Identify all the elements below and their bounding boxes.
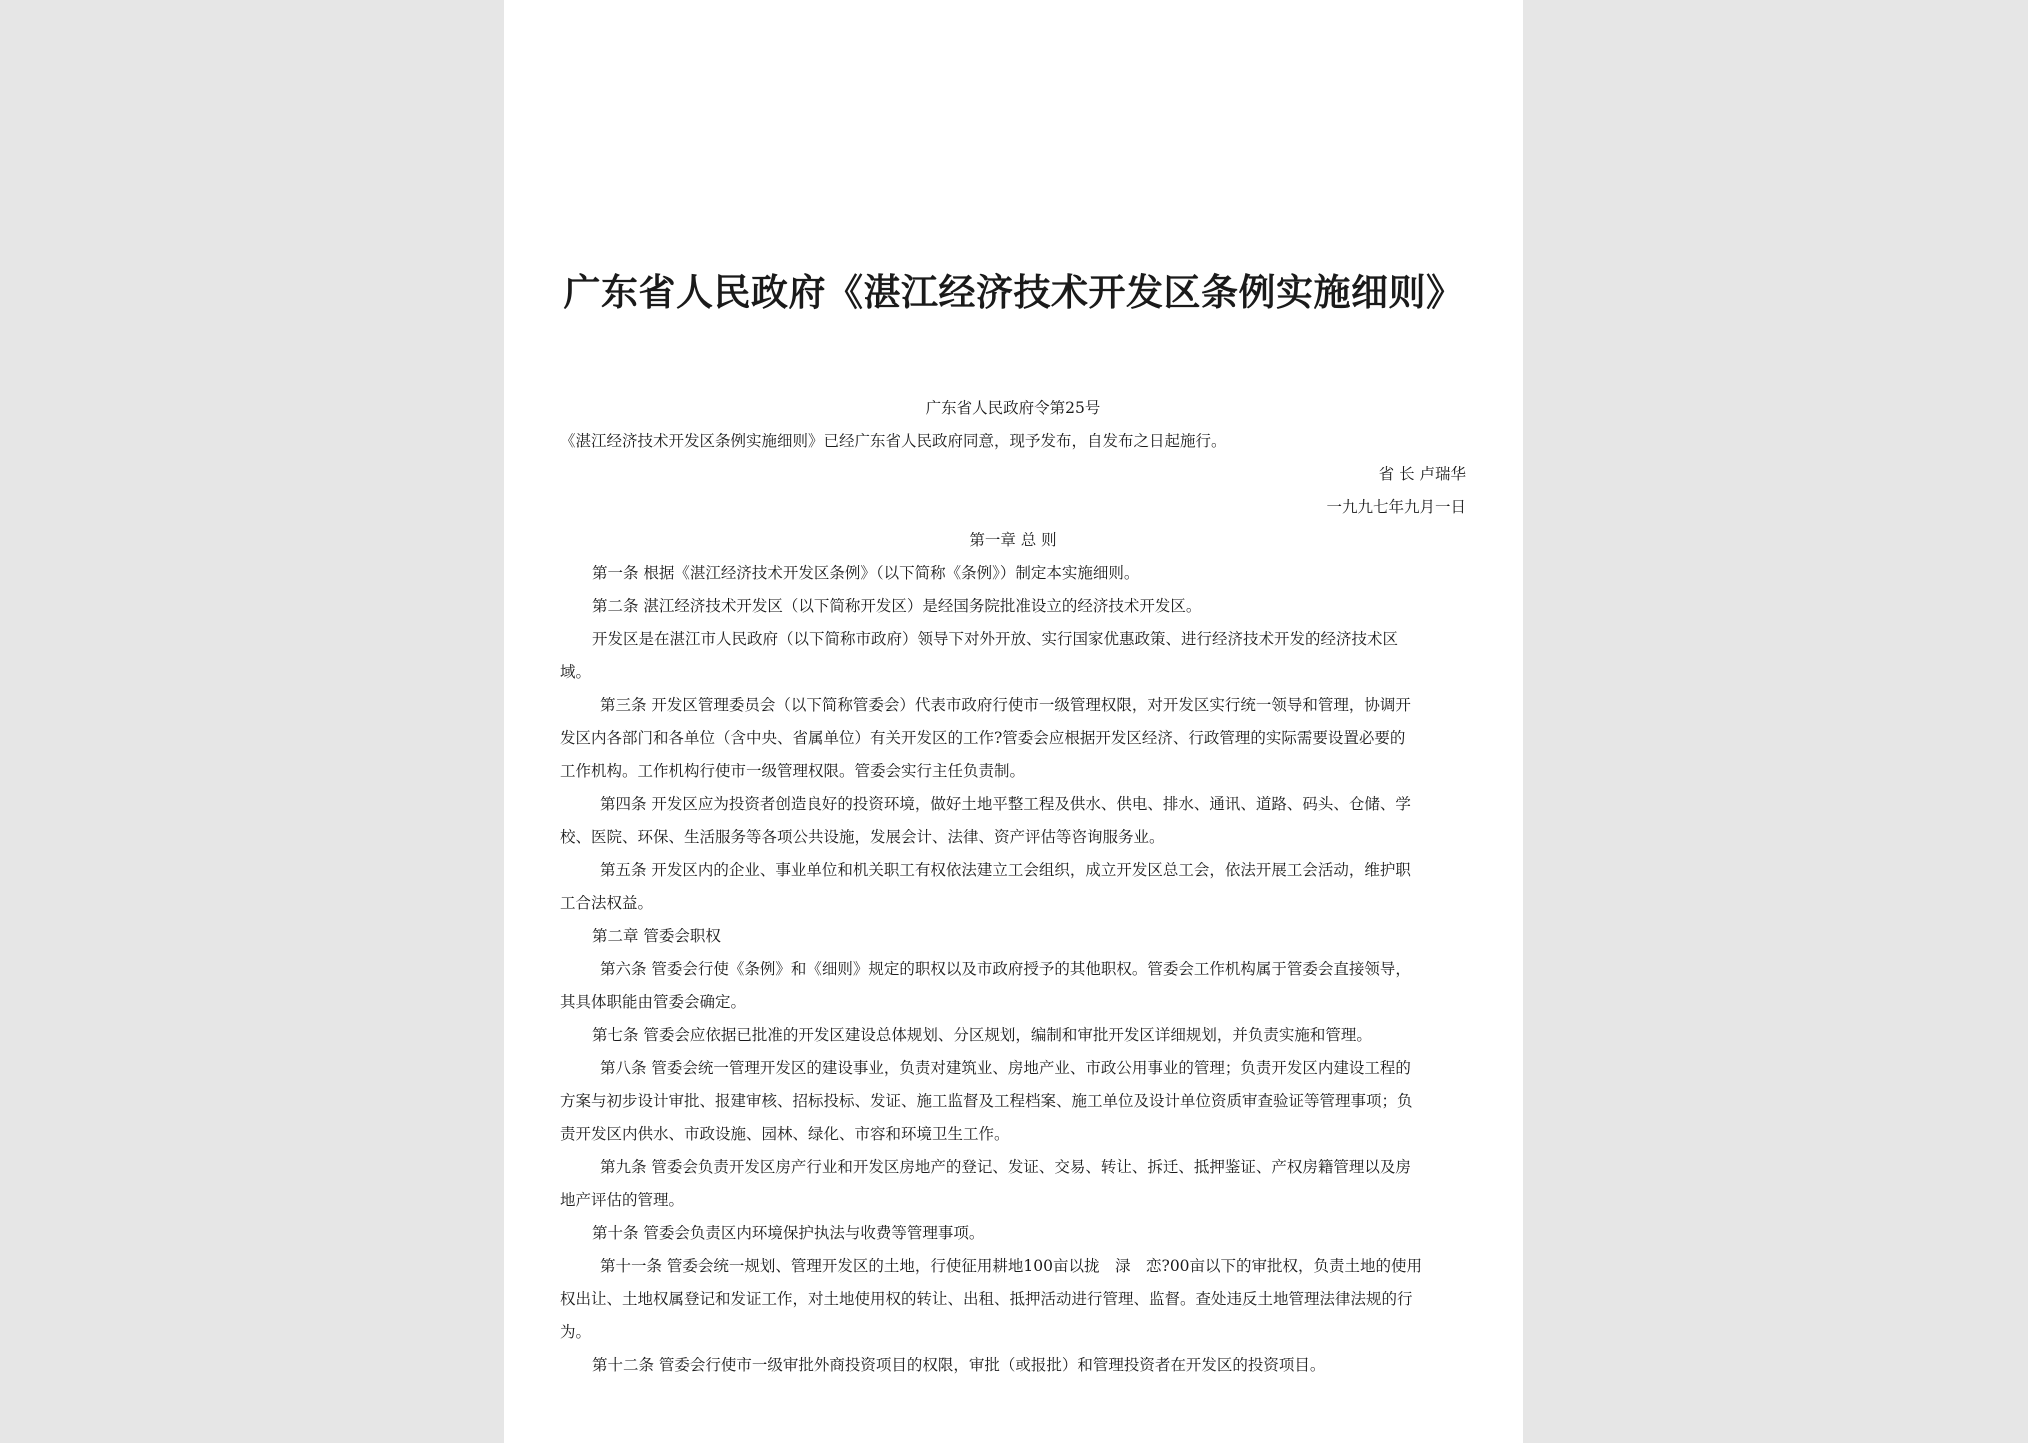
text-line: 第二条 湛江经济技术开发区（以下简称开发区）是经国务院批准设立的经济技术开发区。 bbox=[592, 597, 1202, 615]
intro-paragraph: 《湛江经济技术开发区条例实施细则》已经广东省人民政府同意，现予发布，自发布之日起施行。 bbox=[560, 432, 1227, 450]
text-line: 第十条 管委会负责区内环境保护执法与收费等管理事项。 bbox=[592, 1224, 985, 1242]
document-title: 广东省人民政府《湛江经济技术开发区条例实施细则》 bbox=[563, 270, 1464, 314]
text-line: 校、医院、环保、生活服务等各项公共设施，发展会计、法律、资产评估等咨询服务业。 bbox=[560, 828, 1165, 846]
text-line: 权出让、土地权属登记和发证工作，对土地使用权的转让、出租、抵押活动进行管理、监督。查处违反土地管理法律法规的行 bbox=[560, 1290, 1413, 1308]
signing-date: 一九九七年九月一日 bbox=[1326, 498, 1466, 516]
text-line: 开发区是在湛江市人民政府（以下简称市政府）领导下对外开放、实行国家优惠政策、进行经济技术开发的经济技术区 bbox=[592, 630, 1399, 648]
text-line: 第一条 根据《湛江经济技术开发区条例》（以下简称《条例》）制定本实施细则。 bbox=[592, 564, 1140, 582]
text-line: 第九条 管委会负责开发区房产行业和开发区房地产的登记、发证、交易、转让、拆迁、抵押鉴证、产权房籍管理以及房 bbox=[600, 1158, 1411, 1176]
text-line: 工合法权益。 bbox=[560, 894, 654, 912]
text-line: 域。 bbox=[560, 663, 592, 681]
document-page bbox=[504, 0, 1523, 1443]
text-line: 第五条 开发区内的企业、事业单位和机关职工有权依法建立工会组织，成立开发区总工会，依法开展工会活动，维护职 bbox=[600, 861, 1411, 879]
text-line: 第十一条 管委会统一规划、管理开发区的土地，行使征用耕地100亩以拢 渌 恋?00亩以下的审批权，负责土地的使用 bbox=[600, 1257, 1423, 1275]
text-line: 第三条 开发区管理委员会（以下简称管委会）代表市政府行使市一级管理权限，对开发区实行统一领导和管理，协调开 bbox=[600, 696, 1411, 714]
text-line: 第四条 开发区应为投资者创造良好的投资环境，做好土地平整工程及供水、供电、排水、通讯、道路、码头、仓储、学 bbox=[600, 795, 1411, 813]
text-line: 第十二条 管委会行使市一级审批外商投资项目的权限，审批（或报批）和管理投资者在开发区的投资项目。 bbox=[592, 1356, 1326, 1374]
chapter-heading: 第二章 管委会职权 bbox=[592, 927, 721, 945]
order-number: 广东省人民政府令第25号 bbox=[925, 399, 1101, 417]
text-line: 发区内各部门和各单位（含中央、省属单位）有关开发区的工作?管委会应根据开发区经济、行政管理的实际需要设置必要的 bbox=[560, 729, 1406, 747]
text-line: 第七条 管委会应依据已批准的开发区建设总体规划、分区规划，编制和审批开发区详细规划，并负责实施和管理。 bbox=[592, 1026, 1372, 1044]
chapter-heading: 第一章 总 则 bbox=[969, 531, 1057, 549]
text-line: 为。 bbox=[560, 1323, 592, 1341]
text-line: 责开发区内供水、市政设施、园林、绿化、市容和环境卫生工作。 bbox=[560, 1125, 1010, 1143]
text-line: 第六条 管委会行使《条例》和《细则》规定的职权以及市政府授予的其他职权。管委会工作机构属于管委会直接领导， bbox=[600, 960, 1411, 978]
signer: 省 长 卢瑞华 bbox=[1378, 465, 1466, 483]
text-line: 方案与初步设计审批、报建审核、招标投标、发证、施工监督及工程档案、施工单位及设计单位资质审查验证等管理事项；负 bbox=[560, 1092, 1413, 1110]
text-line: 地产评估的管理。 bbox=[560, 1191, 685, 1209]
text-line: 工作机构。工作机构行使市一级管理权限。管委会实行主任负责制。 bbox=[560, 762, 1026, 780]
text-line: 其具体职能由管委会确定。 bbox=[560, 993, 747, 1011]
text-line: 第八条 管委会统一管理开发区的建设事业，负责对建筑业、房地产业、市政公用事业的管理；负责开发区内建设工程的 bbox=[600, 1059, 1411, 1077]
